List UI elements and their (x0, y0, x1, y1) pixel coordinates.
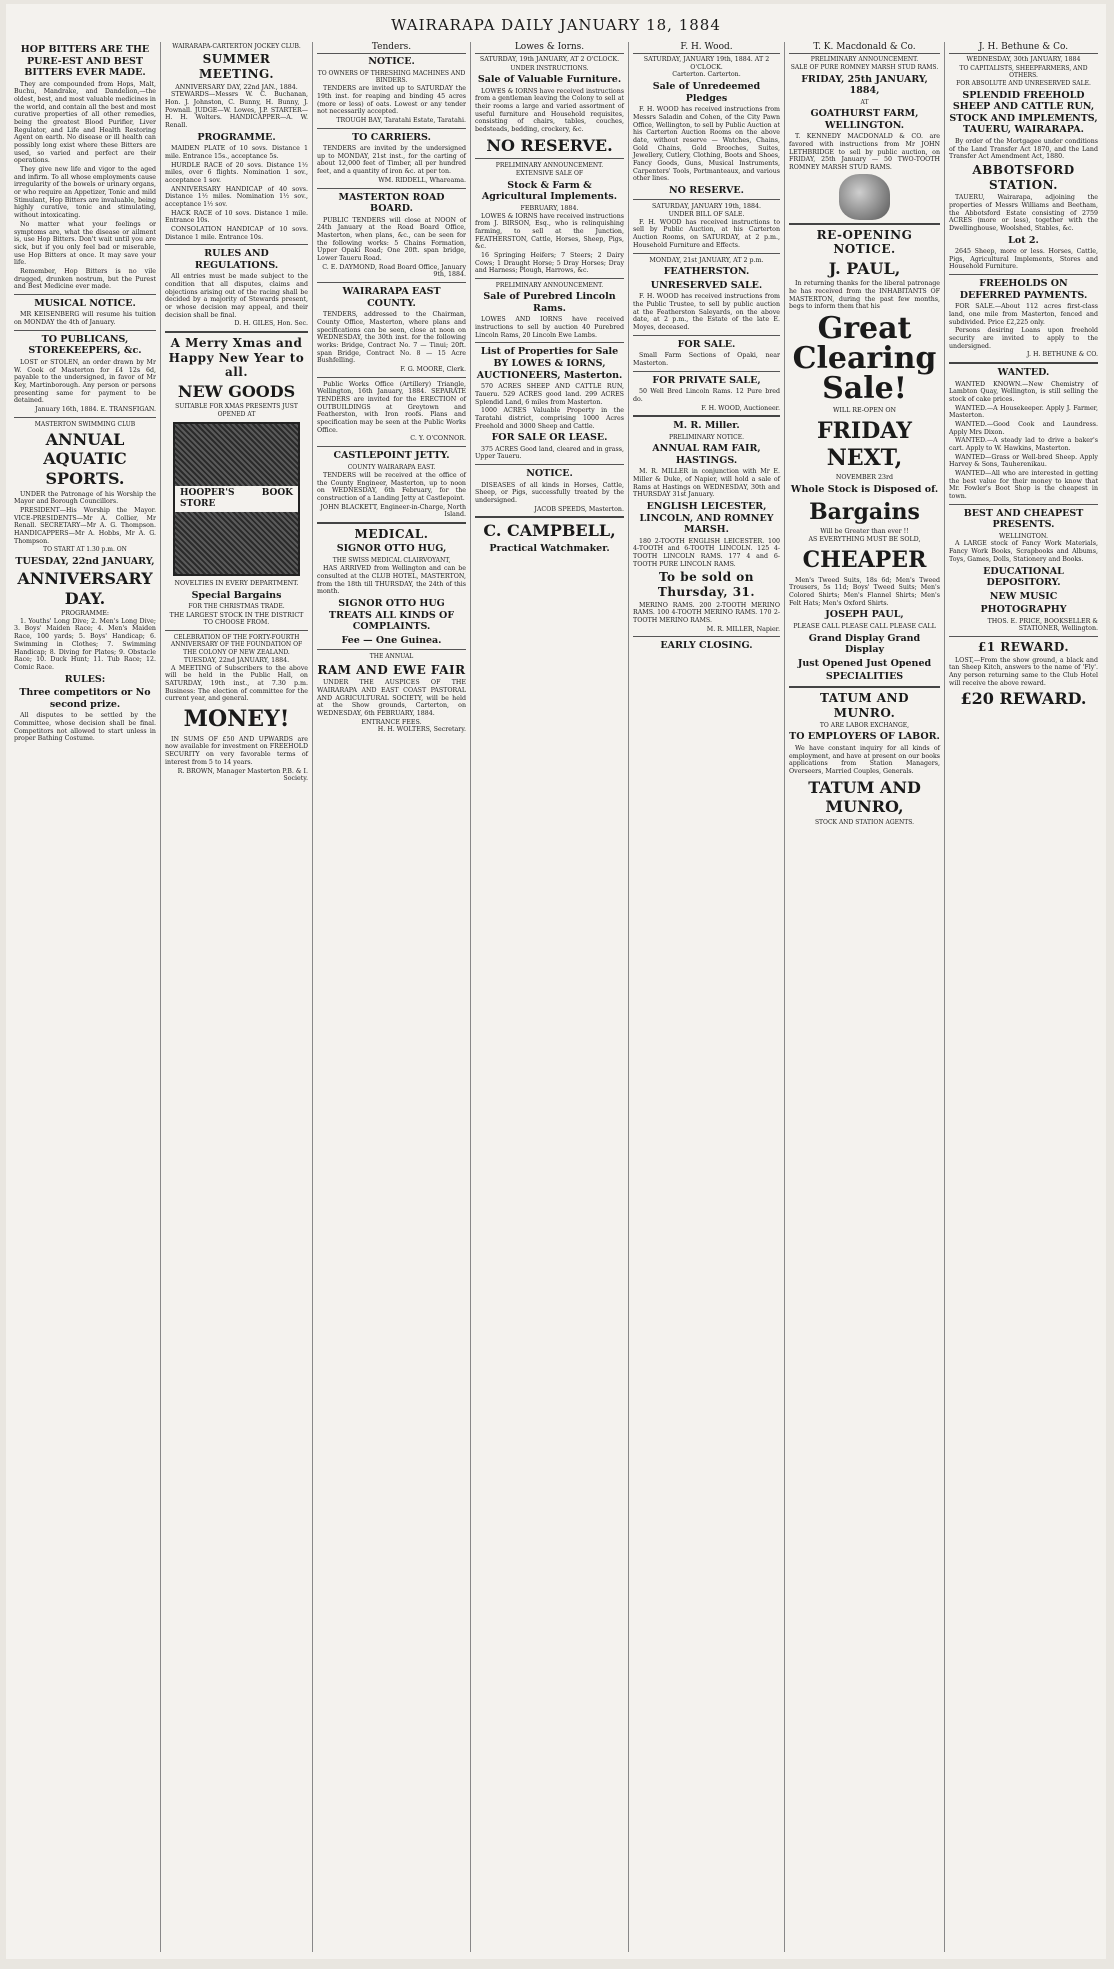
ad-line: PROGRAMME: (60, 610, 110, 618)
ad-text: MAIDEN PLATE of 10 sovs. Distance 1 mile. Entrance 15s., acceptance 5s. (165, 145, 308, 160)
ad-line: FOR ABSOLUTE AND UNRESERVED SALE. (956, 80, 1091, 88)
masthead (6, 4, 1106, 38)
ad-heading: Special Bargains (191, 589, 282, 601)
ad-line: WAIRARAPA-CARTERTON JOCKEY CLUB. (172, 43, 301, 50)
divider (14, 330, 156, 331)
ad-text: HACK RACE of 10 sovs. Distance 1 mile. Entrance 10s. (165, 209, 308, 225)
ad-heading: WANTED. (997, 367, 1050, 378)
divider (633, 371, 780, 372)
ad-text: STEWARDS—Messrs W. C. Buchanan, Hon. J. Johnston, C. Bunny, H. Bunny, J. Pownall. JUDGE—W. Lowes, J.P. STARTER—H. H. Wolters. HANDICAPPER—A. W. Renall. (165, 91, 308, 129)
ad-text: A LARGE stock of Fancy Work Materials, Fancy Work Books, Scrapbooks and Albums, Toys, Games, Dolls, Stationery and Books. (949, 540, 1098, 563)
ad-text: CONSOLATION HANDICAP of 10 sovs. Distance 1 mile. Entrance 10s. (165, 225, 308, 241)
ad-line: Will be Greater than ever !! (820, 528, 909, 536)
ad-text: By order of the Mortgagee under conditions of the Land Transfer Act 1870, and the Land Transfer Act Amendment Act, 1880. (949, 137, 1098, 161)
ad-heading: GOATHURST FARM, WELLINGTON. (810, 108, 919, 131)
divider (475, 516, 624, 518)
divider (789, 686, 940, 688)
ad-line: H. H. WOLTERS, Secretary. (377, 726, 466, 734)
ad-heading: WAIRARAPA EAST COUNTY. (342, 286, 441, 309)
ad-text: WANTED.—A Housekeeper. Apply J. Farmer, Masterton. (949, 404, 1098, 420)
ad-text: UNDER THE AUSPICES OF THE WAIRARAPA AND EAST COAST PASTORAL AND AGRICULTURAL SOCIETY, will be held at the Show grounds, Carterton, on WEDNESDAY, 6th FEBRUARY, 1884. (317, 679, 466, 717)
ad-line: C. Y. O'CONNOR. (410, 435, 466, 443)
ad-line: J. H. BETHUNE & CO. (1026, 351, 1098, 359)
ad-line: PRELIMINARY NOTICE. (668, 433, 744, 441)
ad-line: WM. RIDDELL, Whareama. (378, 176, 466, 184)
ad-line: NOVELTIES IN EVERY DEPARTMENT. (174, 580, 299, 588)
divider (317, 188, 466, 189)
ad-line: AT (860, 98, 869, 106)
ad-line: F. H. WOOD, Auctioneer. (701, 404, 780, 412)
ad-heading: £20 REWARD. (960, 689, 1087, 709)
divider (475, 342, 624, 343)
column-3 (312, 42, 470, 1952)
ad-text: WANTED.—A steady lad to drive a baker's cart. Apply to W. Hawkins, Masterton. (949, 437, 1098, 452)
ad-line: THE SWISS MEDICAL CLAIRVOYANT, (332, 557, 451, 565)
ad-heading: Sale of Valuable Furniture. (477, 73, 622, 85)
column-heading: J. H. Bethune & Co. (949, 42, 1098, 54)
ad-heading: UNRESERVED SALE. (650, 279, 763, 291)
ad-text: TENDERS will be received at the office of the County Engineer, Masterton, up to noon on WEDNESDAY, 6th February, for the construction of a Landing Jetty at Castlepoint. (317, 471, 466, 502)
ad-text: WANTED.—Good Cook and Laundress. Apply Mrs Dixon. (949, 420, 1098, 436)
ad-line: JACOB SPEEDS, Masterton. (534, 505, 624, 513)
ad-heading: Just Opened Just Opened (797, 657, 932, 669)
divider (789, 223, 940, 225)
ad-line: SALE OF PURE ROMNEY MARSH STUD RAMS. (790, 64, 939, 72)
ad-heading: PHOTOGRAPHY (980, 604, 1067, 616)
ad-heading: NO RESERVE. (669, 184, 744, 196)
ad-heading: List of Properties for Sale BY LOWES & IORNS, AUCTIONEERS, Masterton. (476, 346, 623, 381)
ad-heading: MASTERTON ROAD BOARD. (338, 191, 445, 215)
ad-heading: TO PUBLICANS, STOREKEEPERS, &c. (28, 333, 142, 357)
divider (165, 244, 308, 245)
divider (317, 522, 466, 524)
newspaper-page (6, 4, 1106, 1959)
divider (475, 278, 624, 279)
ad-line: ANNIVERSARY DAY, 22nd JAN., 1884. (175, 83, 298, 91)
column-1 (10, 42, 160, 1952)
divider (14, 417, 156, 418)
ad-heading: ABBOTSFORD STATION. (972, 162, 1075, 192)
ad-line: CELEBRATION OF THE FORTY-FOURTH ANNIVERSARY OF THE FOUNDATION OF THE COLONY OF NEW ZEALAND. (170, 634, 303, 656)
ad-text: FOR SALE.—About 112 acres first-class land, one mile from Masterton, fenced and subdivided. Price £2,225 only. (949, 303, 1098, 326)
ad-heading: Practical Watchmaker. (489, 542, 610, 554)
column-6 (784, 42, 944, 1952)
ad-heading: NEW MUSIC (989, 590, 1058, 602)
ad-text: HURDLE RACE of 20 sovs. Distance 1½ miles, over 6 flights. Nomination 1 sov., acceptance 1 sov. (165, 161, 308, 184)
ad-heading: FREEHOLDS ON DEFERRED PAYMENTS. (959, 278, 1088, 301)
ad-line: PLEASE CALL PLEASE CALL PLEASE CALL (793, 622, 936, 630)
divider (165, 331, 308, 333)
divider (633, 253, 780, 254)
divider (949, 274, 1098, 275)
ad-line: SATURDAY, JANUARY 19th, 1884. AT 2 O'CLOCK. (643, 56, 770, 71)
ad-line: TUESDAY, 22nd JANUARY, 1884. (183, 656, 290, 664)
ad-line: D. H. GILES, Hon. Sec. (234, 320, 308, 328)
ad-text: WANTED KNOWN.—New Chemistry of Lambton Quay, Wellington, is still selling the stock of cake prices. (949, 380, 1098, 403)
ad-text: TENDERS, addressed to the Chairman, County Office, Masterton, where plans and specifications can be seen, close at noon on WEDNESDAY, the 30th inst. for the following works: Bridge, Contract No. 7 — Tinui; 20ft. span Bridge, Contract No. 8 — 15 Acre Bushfelling. (317, 311, 466, 365)
ad-heading: C. CAMPBELL, (483, 521, 616, 541)
divider (475, 158, 624, 159)
ad-heading: SPECIALITIES (825, 671, 904, 683)
ad-text: T. KENNEDY MACDONALD & CO. are favored with instructions from Mr JOHN LETHBRIDGE to sell by public auction, on FRIDAY, 25th January — 50 TWO-TOOTH ROMNEY MARSH STUD RAMS. (789, 133, 940, 171)
ad-text: TENDERS are invited up to SATURDAY the 19th inst. for reaping and binding 45 acres (more or less) of oats. Lowest or any tender not necessarily accepted. (317, 85, 466, 116)
ad-heading: NEW GOODS (177, 381, 296, 401)
divider (165, 630, 308, 631)
ad-text: Public Works Office (Artillery) Triangle, Wellington, 16th January, 1884. SEPARATE TENDERS are invited for the ERECTION of OUTBUILDINGS at Greytown and Featherston, with Iron roofs. Plans and specification may be seen at the Public Works Office. (317, 380, 466, 434)
ad-line: Carterton. Carterton. (672, 71, 741, 79)
ad-heading: MUSICAL NOTICE. (34, 297, 136, 309)
ad-text: F. H. WOOD has received instructions from Messrs Saladin and Cohen, of the City Pawn Office, Wellington, to sell by Public Auction at his Carterton Auction Rooms on the above date, without reserve — Watches, Chains, Gold Chains, Gold Brooches, Suites, Jewellery, Cutlery, Clothing, Boots and Shoes, Fancy Goods, Guns, Musical Instruments, Carpenters' Tools, Portmanteaux, and various other lines. (633, 106, 780, 183)
ad-text: DISEASES of all kinds in Horses, Cattle, Sheep, or Pigs, successfully treated by the undersigned. (475, 481, 624, 505)
column-heading: T. K. Macdonald & Co. (789, 42, 940, 54)
ad-text: IN SUMS OF £50 AND UPWARDS are now available for investment on FREEHOLD SECURITY on very favorable terms of interest from 5 to 14 years. (165, 735, 308, 766)
ad-line: FOR THE CHRISTMAS TRADE. (188, 603, 285, 611)
ad-heading: J. PAUL, (828, 258, 901, 278)
ad-text: LOST or STOLEN, an order drawn by Mr W. Cook of Masterton for £4 12s 6d, payable to the undersigned, in favor of Mr Key, Martinborough. Any person or persons presenting same for payment to be detained. (14, 358, 156, 405)
ad-text: 2645 Sheep, more or less. Horses, Cattle, Pigs, Agricultural Implements, Stores and Household Furniture. (949, 248, 1098, 271)
ad-line: TO START AT 1.30 p.m. ON (43, 546, 127, 554)
column-4 (470, 42, 628, 1952)
ad-text: PRESIDENT—His Worship the Mayor. VICE-PRESIDENTS—Mr A. Collier, Mr Renall. SECRETARY—Mr A. G. Thompson. HANDICAPPERS—Mr A. Hobbs, Mr A. G. Thompson. (14, 506, 156, 545)
ram-illustration (839, 174, 890, 220)
ad-heading: RAM AND EWE FAIR (317, 662, 466, 677)
ad-heading: FOR PRIVATE SALE, (652, 374, 761, 386)
ad-heading: TO EMPLOYERS OF LABOR. (789, 731, 940, 743)
ad-heading: TATUM AND MUNRO. (820, 690, 909, 720)
ad-heading: £1 REWARD. (977, 640, 1070, 655)
ad-heading: FRIDAY, 25th JANUARY, 1884, (801, 73, 928, 97)
ad-line: PRELIMINARY ANNOUNCEMENT. (810, 56, 919, 63)
divider (317, 446, 466, 447)
ad-heading: To be sold on Thursday, 31. (657, 570, 756, 599)
ad-line: THE ANNUAL (369, 653, 414, 661)
ad-text: No matter what your feelings or symptoms are, what the disease or ailment is, use Hop Bitters. Don't wait until you are sick, but if you only feel bad or miserable, use Hop Bitters at once. It may save your life. (14, 220, 156, 267)
ad-text: F. H. WOOD has received instructions from the Public Trustee, to sell by public auction at the Featherston Saleyards, on the above date, at 2 p.m., the Estate of the late E. Moyes, deceased. (633, 293, 780, 332)
ad-line: STOCK AND STATION AGENTS. (814, 818, 915, 826)
ad-text: WANTED—All who are interested in getting the best value for their money to know that Mr. Fowler's Boot Shop is the cheapest in town. (949, 469, 1098, 500)
ad-text: UNDER the Patronage of his Worship the Mayor and Borough Councillors. (14, 490, 156, 506)
ad-text: A MEETING of Subscribers to the above will be held in the Public Hall, on SATURDAY, 19th inst., at 7.30 p.m. Business: The election of committee for the current year, and general. (165, 664, 308, 703)
ad-heading: SIGNOR OTTO HUG, (336, 543, 447, 555)
ad-heading: Three competitors or No second prize. (19, 687, 151, 710)
ad-text: MR KEISENBERG will resume his tuition on MONDAY the 4th of January. (14, 311, 156, 327)
ad-heading: JOSEPH PAUL, (825, 609, 904, 621)
ad-text: 375 ACRES Good land, cleared and in grass, Upper Taueru. (475, 445, 624, 461)
divider (633, 636, 780, 637)
ad-heading: FOR SALE OR LEASE. (491, 432, 608, 444)
ad-line: SUITABLE FOR XMAS PRESENTS JUST OPENED AT (175, 403, 298, 418)
ad-heading: TO CARRIERS. (352, 131, 431, 143)
ad-heading: TUESDAY, 22nd JANUARY, (15, 555, 155, 567)
ad-heading: HOP BITTERS ARE THE PURE-EST AND BEST BITTERS EVER MADE. (20, 44, 150, 79)
ad-heading: BEST AND CHEAPEST PRESENTS. (963, 507, 1084, 531)
ad-heading: SUMMER MEETING. (198, 52, 275, 81)
decorative-ad-illustration (173, 422, 300, 576)
ad-line: EXTENSIVE SALE OF (515, 170, 584, 178)
column-heading: Tenders. (317, 42, 466, 54)
ad-text: We have constant inquiry for all kinds of employment, and have at present on our books applications from Station Managers, Overseers, Married Couples, Generals. (789, 745, 940, 776)
divider (633, 335, 780, 336)
columns (10, 42, 1102, 1952)
ad-line: F. G. MOORE, Clerk. (400, 365, 466, 373)
ad-line: TO ARE LABOR EXCHANGE, (819, 722, 910, 730)
ad-text: LOST,—From the show ground, a black and tan Sheep Kitch, answers to the name of 'Fly'. Any person returning same to the Club Hotel will receive the above reward. (949, 656, 1098, 687)
divider (633, 199, 780, 200)
ad-text: Men's Tweed Suits, 18s 6d; Men's Tweed Trousers, 5s 11d; Boys' Tweed Suits; Men's Colored Shirts; Men's Flannel Shirts; Men's Felt Hats; Men's Oxford Shirts. (789, 576, 940, 607)
divider (14, 294, 156, 295)
ad-text: LOWES AND IORNS have received instructions to sell by auction 40 Purebred Lincoln Rams, 20 Lincoln Ewe Lambs. (475, 316, 624, 339)
ad-heading: FEATHERSTON. (663, 266, 750, 278)
ad-line: WEDNESDAY, 30th JANUARY, 1884 (966, 56, 1081, 63)
ad-heading: Sale of Unredeemed Pledges (652, 81, 761, 104)
ad-text: F. H. WOOD has received instructions to sell by Public Auction, at his Carterton Auction Rooms, on SATURDAY, at 2 p.m., Household Furniture and Effects. (633, 218, 780, 249)
ad-line: TO CAPITALISTS, SHEEPFARMERS, AND OTHERS. (959, 64, 1088, 79)
ad-heading: Stock & Farm & Agricultural Implements. (481, 179, 618, 203)
ad-line: UNDER BILL OF SALE. (668, 211, 745, 219)
ad-text: In returning thanks for the liberal patronage he has received from the INHABITANTS OF MASTERTON, during the past few months, begs to inform them that his (789, 280, 940, 311)
ad-heading: CASTLEPOINT JETTY. (333, 449, 450, 461)
ad-heading: SIGNOR OTTO HUG TREATS ALL KINDS OF COMPLAINTS. (328, 598, 455, 633)
ad-heading: RULES: (64, 673, 106, 685)
divider (633, 415, 780, 417)
divider (317, 128, 466, 129)
masthead-title: WAIRARAPA DAILY JANUARY 18, 1884 (391, 16, 721, 34)
divider (317, 377, 466, 378)
ad-line: C. E. DAYMOND, Road Board Office, January 9th, 1884. (322, 263, 466, 279)
ad-line: FEBRUARY, 1884. (520, 204, 579, 212)
ad-heading: A Merry Xmas and Happy New Year to all. (168, 336, 305, 380)
ad-text: M. R. MILLER in conjunction with Mr E. Miller & Duke, of Napier, will hold a sale of Rams at Hastings on WEDNESDAY, 30th and THURSDAY 31st January. (633, 468, 780, 499)
ad-line: PRELIMINARY ANNOUNCEMENT. (495, 281, 604, 289)
ad-text: Small Farm Sections of Opaki, near Masterton. (633, 352, 780, 367)
ad-heading: SPLENDID FREEHOLD SHEEP AND CATTLE RUN, STOCK AND IMPLEMENTS, TAUERU, WAIRARAPA. (949, 89, 1098, 136)
ad-line: AS EVERYTHING MUST BE SOLD, (808, 536, 921, 544)
ad-text: 1000 ACRES Valuable Property in the Taratahi district, comprising 1000 Acres Freehold and 3000 Sheep and Cattle. (475, 407, 624, 430)
illustration-lettering: HOOPER'S BOOK STORE (175, 486, 298, 512)
ad-text: 180 2-TOOTH ENGLISH LEICESTER. 100 4-TOOTH and 6-TOOTH LINCOLN. 125 4-TOOTH LINCOLN RAMS. 177 4 and 6-TOOTH PURE LINCOLN RAMS. (633, 537, 780, 568)
ad-heading: EARLY CLOSING. (660, 640, 753, 652)
ad-heading: Bargains (809, 498, 920, 525)
ad-line: WELLINGTON. (999, 532, 1048, 540)
ad-text: 1. Youths' Long Dive; 2. Men's Long Dive; 3. Boys' Maiden Race; 4. Men's Maiden Race, 100 yards; 5. Boys' Handicap; 6. Swimming in Clothes; 7. Swimming Handicap; 8. Diving for Plates; 9. Obstacle Race; 10. Duck Hunt; 11. Tub Race; 12. Comic Race. (14, 617, 156, 671)
ad-line: WILL RE-OPEN ON (832, 407, 897, 415)
ad-line: NOVEMBER 23rd (835, 474, 894, 482)
ad-line: R. BROWN, Manager Masterton P.B. & I. Society. (177, 767, 308, 783)
ad-heading: NOTICE. (526, 468, 573, 480)
ad-text: All entries must be made subject to the condition that all disputes, claims and objections arising out of the racing shall be decided by a majority of Stewards present, or whose decision may appeal, and their decision shall be final. (165, 273, 308, 319)
ad-text: 570 ACRES SHEEP AND CATTLE RUN, Taueru. 529 ACRES good land. 299 ACRES Splendid Land, 6 miles from Masterton. (475, 383, 624, 406)
ad-text: TENDERS are invited by the undersigned up to MONDAY, 21st inst., for the carting of about 12,000 feet of Timber, all per hundred feet, and a quantity of iron &c. at per ton. (317, 145, 466, 176)
ad-heading: ANNUAL AQUATIC SPORTS. (43, 429, 127, 488)
ad-heading: Whole Stock is Disposed of. (790, 484, 939, 496)
ad-text: All disputes to be settled by the Committee, whose decision shall be final. Competitors not allowed to start unless in proper Bathing Costume. (14, 712, 156, 743)
ad-heading: CHEAPER (802, 546, 927, 573)
divider (949, 636, 1098, 637)
ad-heading: Fee — One Guinea. (341, 634, 442, 646)
ad-text: TAUERU, Wairarapa, adjoining the properties of Messrs Williams and Beetham, the Abbotsford Estate consisting of 2759 ACRES (more or less), together with the Dwellinghouse, Woolshed, Stables, &c. (949, 194, 1098, 232)
column-2 (160, 42, 312, 1952)
ad-line: TO OWNERS OF THRESHING MACHINES AND BINDERS. (317, 69, 466, 84)
ad-text: Persons desiring Loans upon freehold security are invited to apply to the undersigned. (949, 327, 1098, 350)
ad-text: 16 Springing Heifers; 7 Steers; 2 Dairy Cows; 1 Draught Horse; 5 Dray Horses; Dray and Harness; Plough, Harrows, &c. (475, 251, 624, 275)
divider (949, 504, 1098, 505)
ad-heading: ANNUAL RAM FAIR, HASTINGS. (652, 443, 761, 466)
ad-heading: PROGRAMME. (197, 131, 276, 143)
ad-heading: RULES AND REGULATIONS. (194, 248, 279, 271)
ad-heading: MEDICAL. (354, 526, 429, 541)
divider (317, 282, 466, 283)
ad-text: 50 Well Bred Lincoln Rams. 12 Pure bred do. (633, 388, 780, 403)
ad-line: SATURDAY, JANUARY 19th, 1884. (651, 203, 762, 211)
ad-heading: Sale of Purebred Lincoln Rams. (483, 291, 616, 314)
ad-heading: M. R. Miller. (673, 420, 740, 432)
ad-heading: Great Clearing Sale! (792, 311, 937, 407)
ad-heading: RE-OPENING NOTICE. (816, 227, 913, 257)
ad-line: PRELIMINARY ANNOUNCEMENT. (495, 162, 604, 170)
ad-text: MERINO RAMS. 200 2-TOOTH MERINO RAMS. 100 4-TOOTH MERINO RAMS. 170 2-TOOTH MERINO RAMS. (633, 601, 780, 624)
ad-line: SATURDAY, 19th JANUARY, AT 2 O'CLOCK. (479, 56, 620, 63)
ad-text: They give new life and vigor to the aged and infirm. To all whose employments cause irregularity of the bowels or urinary organs, or who require an Appetizer, Tonic and mild Stimulant, Hop Bitters are invaluable, being highly curative, tonic and stimulating, without intoxicating. (14, 166, 156, 220)
ad-line: TROUGH BAY, Taratahi Estate, Taratahi. (336, 116, 466, 124)
ad-line: MONDAY, 21st JANUARY, AT 2 p.m. (649, 256, 764, 264)
ad-line: ENTRANCE FEES. (361, 718, 422, 726)
ad-line: JOHN BLACKETT, Engineer-in-Charge, North Island. (320, 503, 466, 519)
ad-heading: Lot 2. (1008, 234, 1039, 246)
ad-heading: ENGLISH LEICESTER, LINCOLN, AND ROMNEY MARSH. (639, 500, 774, 536)
ad-text: WANTED—Grass or Well-bred Sheep. Apply Harvey & Sons, Tauherenikau. (949, 453, 1098, 469)
ad-heading: NOTICE. (368, 56, 415, 67)
ad-heading: FRIDAY NEXT, (817, 417, 912, 471)
ad-text: PUBLIC TENDERS will close at NOON of 24th January at the Road Board Office, Masterton, when plans, &c., can be seen for the following works: 5 Chains Formation, Upper Opaki Road; One 20ft. span bridge, Lower Taueru Road. (317, 216, 466, 263)
ad-text: Remember, Hop Bitters is no vile drugged, drunken nostrum, but the Purest and Best Medicine ever made. (14, 267, 156, 291)
ad-line: UNDER INSTRUCTIONS. (510, 64, 589, 72)
ad-line: THOS. E. PRICE, BOOKSELLER & STATIONER, Wellington. (987, 617, 1098, 633)
ad-line: January 16th, 1884. E. TRANSFIGAN. (35, 405, 156, 413)
ad-heading: ANNIVERSARY DAY. (17, 569, 153, 608)
column-heading: Lowes & Iorns. (475, 42, 624, 54)
ad-heading: FOR SALE. (677, 338, 736, 350)
divider (949, 362, 1098, 364)
ad-heading: MONEY! (183, 705, 290, 732)
ad-text: LOWES & IORNS have received instructions from a gentleman leaving the Colony to sell at their rooms a large and varied assortment of useful furniture and Household requisites, consisting of chairs, tables, couches, bedsteads, bedding, crockery, &c. (475, 87, 625, 133)
ad-line: MASTERTON SWIMMING CLUB (34, 420, 136, 428)
ad-text: They are compounded from Hops, Malt, Buchu, Mandrake, and Dandelion,—the oldest, best, and most valuable medicines in the world, and contain all the best and most curative properties of all other remedies, being the greatest Blood Purifier, Liver Regulator, and Life and Health Restoring Agent on earth. No disease or ill health can possibly long exist where these Bitters are used, so varied and perfect are their operations. (14, 80, 156, 165)
column-heading: F. H. Wood. (633, 42, 780, 54)
ad-line: COUNTY WAIRARAPA EAST. (347, 463, 436, 471)
divider (317, 649, 466, 650)
ad-text: ANNIVERSARY HANDICAP of 40 sovs. Distance 1½ miles. Nomination 1½ sov., acceptance 1½ sov. (165, 185, 308, 208)
ad-heading: TATUM AND MUNRO, (808, 777, 921, 817)
ad-text: LOWES & IORNS have received instructions from J. BIRSON, Esq., who is relinquishing farming, to sell at the Junction, FEATHERSTON, Cattle, Horses, Sheep, Pigs, &c. (475, 212, 625, 251)
ad-heading: EDUCATIONAL DEPOSITORY. (983, 565, 1064, 589)
ad-text: HAS ARRIVED from Wellington and can be consulted at the CLUB HOTEL, MASTERTON, from the 18th till THURSDAY, the 24th of this month. (317, 565, 466, 596)
ad-line: M. R. MILLER, Napier. (706, 625, 780, 633)
ad-line: THE LARGEST STOCK IN THE DISTRICT TO CHOOSE FROM. (169, 611, 304, 627)
divider (475, 464, 624, 465)
ad-heading: Grand Display Grand Display (808, 632, 921, 656)
column-5 (628, 42, 784, 1952)
column-7 (944, 42, 1102, 1952)
ad-heading: NO RESERVE. (486, 135, 613, 155)
